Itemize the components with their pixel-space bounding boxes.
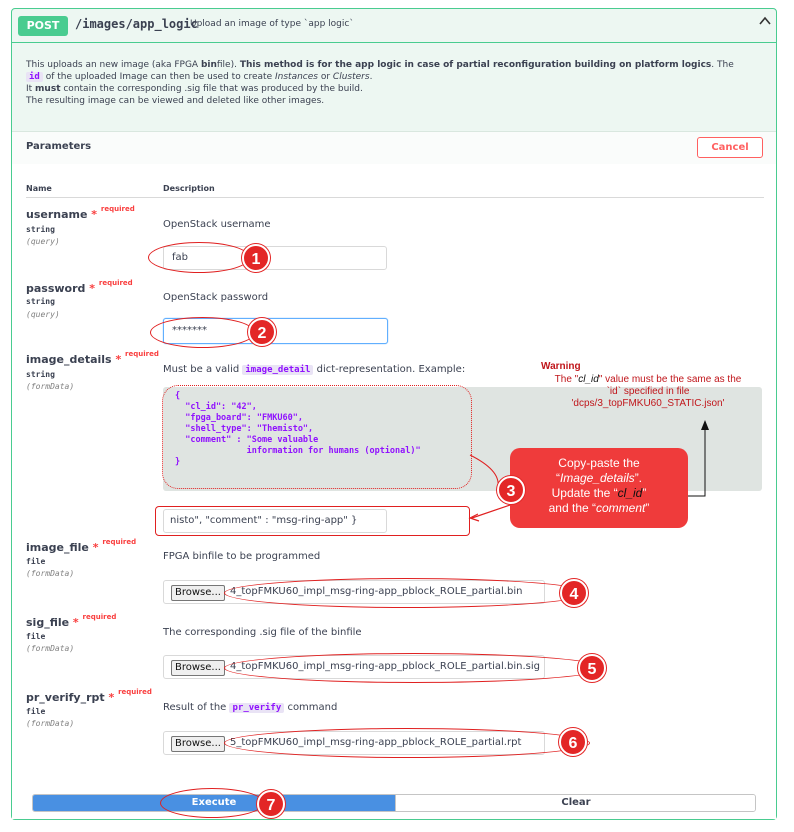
param-location: (formData) bbox=[26, 644, 75, 653]
param-name-image-file: image_file * $^{required}$ bbox=[26, 538, 137, 554]
step-badge-2: 2 bbox=[248, 318, 276, 346]
execute-button[interactable]: Execute bbox=[33, 795, 395, 811]
description-line-2: id of the uploaded Image can then be used to create Instances or Clusters. bbox=[26, 72, 372, 82]
param-type: string bbox=[26, 225, 55, 234]
param-description: The corresponding .sig file of the binfile bbox=[163, 627, 362, 638]
highlight-pr-verify-rpt bbox=[224, 728, 590, 758]
param-description: OpenStack username bbox=[163, 219, 271, 230]
parameters-title: Parameters bbox=[26, 141, 92, 152]
example-json: { "cl_id": "42", "fpga_board": "FMKU60", "shell_type": "Themisto", "comment" : "Some valuable information for humans (optional)" } bbox=[175, 391, 421, 467]
param-description: Result of the pr_verify command bbox=[163, 702, 338, 713]
step-badge-6: 6 bbox=[559, 728, 587, 756]
column-header-description: Description bbox=[163, 184, 215, 193]
callout-line-3: Update the “cl_id” bbox=[551, 486, 647, 500]
step-badge-5: 5 bbox=[578, 654, 606, 682]
description-line-3: It must contain the corresponding .sig file that was produced by the build. bbox=[26, 84, 363, 94]
callout-line-4: and the “comment” bbox=[548, 501, 650, 515]
description-line-4: The resulting image can be viewed and deleted like other images. bbox=[26, 96, 325, 106]
param-type: string bbox=[26, 370, 55, 379]
param-name-username: username * $^{required}$ bbox=[26, 205, 135, 221]
selected-file-name: 4_topFMKU60_impl_msg-ring-app_pblock_ROLE_partial.bin.sig bbox=[230, 661, 540, 672]
param-type: string bbox=[26, 297, 55, 306]
step-badge-1: 1 bbox=[242, 244, 270, 272]
param-location: (formData) bbox=[26, 569, 75, 578]
warning-body: The "cl_id" value must be the same as the `id` specified in file 'dcps/3_topFMKU60_STATIC.json' bbox=[554, 374, 742, 409]
browse-button[interactable]: Browse... bbox=[171, 736, 225, 752]
highlight-sig-file bbox=[224, 653, 604, 683]
highlight-execute bbox=[160, 788, 264, 818]
param-type: file bbox=[26, 557, 46, 566]
browse-button[interactable]: Browse... bbox=[171, 585, 225, 601]
param-type: file bbox=[26, 632, 46, 641]
param-name-image-details: image_details * $^{required}$ bbox=[26, 350, 159, 366]
param-location: (query) bbox=[26, 310, 60, 319]
highlight-image-file bbox=[224, 578, 588, 608]
param-location: (formData) bbox=[26, 719, 75, 728]
step-badge-7: 7 bbox=[257, 790, 285, 818]
annotation-callout bbox=[510, 448, 688, 528]
description-line-1: This uploads an new image (aka FPGA binfile). This method is for the app logic in case of partial reconfiguration building on platform logics. The bbox=[26, 60, 734, 70]
param-description: Must be a valid image_detail dict-representation. Example: bbox=[163, 364, 466, 375]
param-name-sig-file: sig_file * $^{required}$ bbox=[26, 613, 117, 629]
column-header-name: Name bbox=[26, 184, 52, 193]
param-location: (formData) bbox=[26, 382, 75, 391]
selected-file-name: 4_topFMKU60_impl_msg-ring-app_pblock_ROLE_partial.bin bbox=[230, 586, 523, 597]
browse-button[interactable]: Browse... bbox=[171, 660, 225, 676]
param-type: file bbox=[26, 707, 46, 716]
param-name-password: password * $^{required}$ bbox=[26, 279, 133, 295]
param-name-pr-verify-rpt: pr_verify_rpt * $^{required}$ bbox=[26, 688, 152, 704]
operation-summary: Upload an image of type `app logic` bbox=[190, 19, 354, 29]
selected-file-name: 5_topFMKU60_impl_msg-ring-app_pblock_ROLE_partial.rpt bbox=[230, 737, 522, 748]
warning-title: Warning bbox=[541, 361, 581, 372]
clear-button[interactable]: Clear bbox=[395, 795, 756, 811]
username-input[interactable]: fab bbox=[163, 246, 387, 270]
callout-line-1: Copy-paste the bbox=[558, 456, 640, 470]
callout-line-2: “Image_details”. bbox=[555, 471, 643, 485]
param-location: (query) bbox=[26, 237, 60, 246]
operation-path: /images/app_logic bbox=[75, 17, 198, 31]
cancel-button[interactable]: Cancel bbox=[697, 137, 763, 158]
param-description: FPGA binfile to be programmed bbox=[163, 551, 321, 562]
method-badge: POST bbox=[18, 16, 68, 36]
step-badge-4: 4 bbox=[560, 579, 588, 607]
image-details-input[interactable]: nisto", "comment" : "msg-ring-app" } bbox=[163, 509, 387, 533]
step-badge-3: 3 bbox=[497, 476, 525, 504]
password-input[interactable]: ******* bbox=[163, 318, 388, 344]
param-description: OpenStack password bbox=[163, 292, 269, 303]
